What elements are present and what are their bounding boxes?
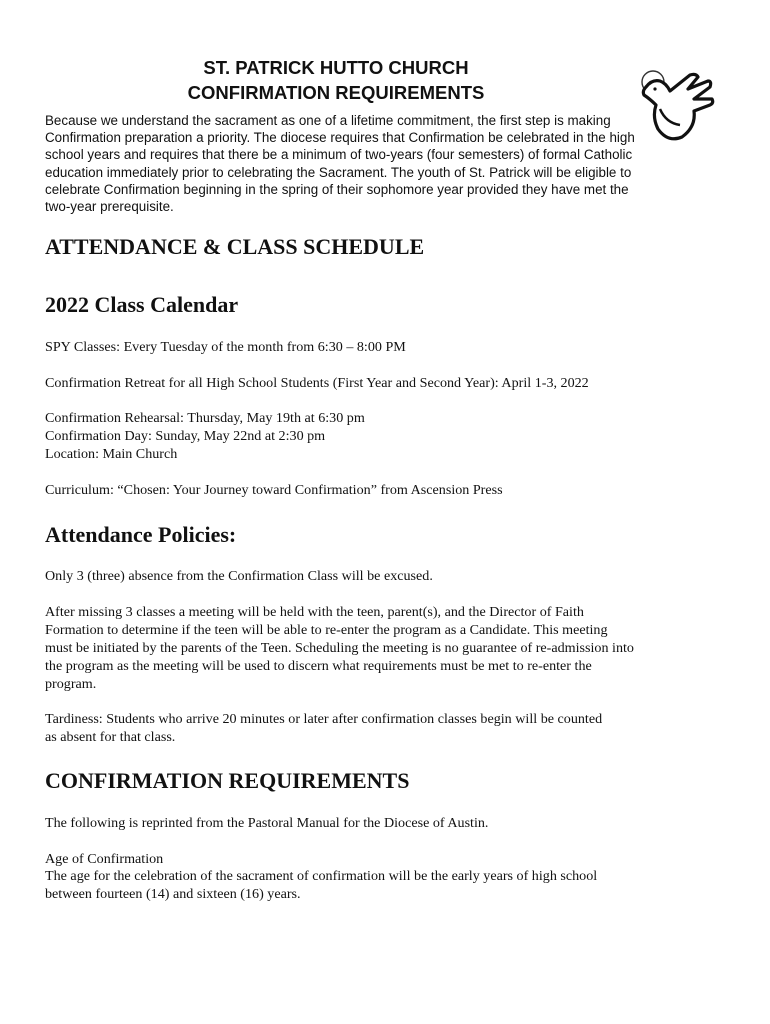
document-title: CONFIRMATION REQUIREMENTS — [187, 82, 485, 103]
missing-classes-text: After missing 3 classes a meeting will be held with the teen, parent(s), and the Director of Faith Formation to determine if the teen will be able to re-enter the program as a Candidate. This meeting must be initiated by the parents of the Teen. Scheduling the meeting is no guarantee of re-admission into the program as the meeting will be used to discern what requirements must be met to re-enter the program. — [45, 604, 634, 692]
rehearsal-text: Confirmation Rehearsal: Thursday, May 19th at 6:30 pm — [45, 410, 365, 426]
retreat-text: Confirmation Retreat for all High School Students (First Year and Second Year): April 1-3, 2022 — [45, 375, 589, 391]
age-text: The age for the celebration of the sacrament of confirmation will be the early years of high school between fourteen (14) and sixteen (16) years. — [45, 868, 598, 902]
curriculum-text: Curriculum: “Chosen: Your Journey toward Confirmation” from Ascension Press — [45, 482, 503, 498]
age-heading: Age of Confirmation — [45, 851, 164, 867]
attendance-heading: ATTENDANCE & CLASS SCHEDULE — [45, 234, 425, 259]
tardiness-text: Tardiness: Students who arrive 20 minutes or later after confirmation classes begin will be counted as absent for that class. — [45, 711, 603, 745]
intro-paragraph: Because we understand the sacrament as one of a lifetime commitment, the first step is making Confirmation preparation a priority. The diocese requires that Confirmation be celebrated in the high school years and requires that there be a minimum of two-years (four semesters) of formal Catholic education immediately prior to celebrating the Sacrament. The youth of St. Patrick will be eligible to celebrate Confirmation beginning in the spring of their sophomore year provided they have met the two-year prerequisite. — [45, 113, 635, 215]
church-title: ST. PATRICK HUTTO CHURCH — [203, 57, 469, 78]
dove-icon — [636, 65, 718, 147]
requirements-heading: CONFIRMATION REQUIREMENTS — [45, 768, 410, 793]
calendar-heading: 2022 Class Calendar — [45, 292, 239, 317]
absences-text: Only 3 (three) absence from the Confirmation Class will be excused. — [45, 568, 433, 584]
confirmation-day-text: Confirmation Day: Sunday, May 22nd at 2:30 pm — [45, 428, 326, 444]
policies-heading: Attendance Policies: — [45, 522, 237, 547]
location-text: Location: Main Church — [45, 446, 178, 462]
spy-classes-text: SPY Classes: Every Tuesday of the month from 6:30 – 8:00 PM — [45, 339, 406, 355]
reprinted-text: The following is reprinted from the Pastoral Manual for the Diocese of Austin. — [45, 815, 489, 831]
